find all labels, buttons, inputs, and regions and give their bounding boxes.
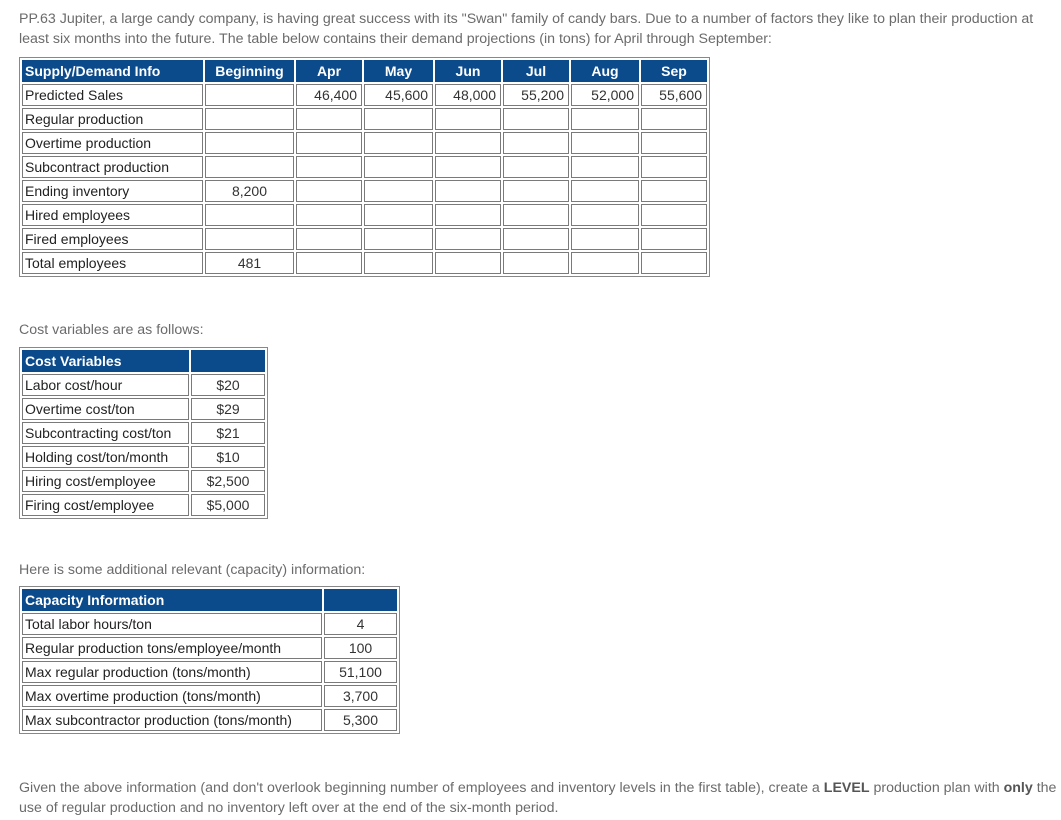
table-cell <box>296 132 362 154</box>
row-label: Total employees <box>22 252 203 274</box>
table-cell <box>435 252 501 274</box>
table-cell <box>503 180 569 202</box>
capacity-header-row <box>22 589 397 611</box>
row-label: Regular production <box>22 108 203 130</box>
cost-header-row <box>22 350 265 372</box>
table-cell <box>364 156 433 178</box>
cost-label: Hiring cost/employee <box>22 470 189 492</box>
table-row <box>22 422 265 444</box>
table-cell <box>641 252 707 274</box>
instructions-paragraph <box>19 778 1059 818</box>
table-cell <box>364 204 433 226</box>
header-jul: Jul <box>503 60 569 82</box>
table-cell <box>571 132 639 154</box>
table-cell <box>571 108 639 130</box>
table-row <box>22 661 397 683</box>
table-cell <box>641 228 707 250</box>
cost-value: $10 <box>191 446 265 468</box>
table-cell <box>641 156 707 178</box>
table-cell: 8,200 <box>205 180 294 202</box>
table-cell <box>435 228 501 250</box>
instructions-bold-only: only <box>1003 780 1033 796</box>
table-cell <box>571 204 639 226</box>
instructions-part-2: production plan with <box>869 780 1004 796</box>
table-row <box>22 180 707 202</box>
cost-value: $2,500 <box>191 470 265 492</box>
table-cell <box>435 108 501 130</box>
capacity-value: 5,300 <box>324 709 397 731</box>
table-row <box>22 156 707 178</box>
table-row <box>22 204 707 226</box>
capacity-value: 3,700 <box>324 685 397 707</box>
table-cell <box>435 132 501 154</box>
table-cell <box>205 204 294 226</box>
table-cell <box>435 204 501 226</box>
table-row <box>22 685 397 707</box>
table-cell <box>435 156 501 178</box>
table-cell <box>503 156 569 178</box>
table-row <box>22 494 265 516</box>
cost-label: Holding cost/ton/month <box>22 446 189 468</box>
table-cell: 52,000 <box>571 84 639 106</box>
supply-demand-table <box>19 57 710 277</box>
table-row <box>22 398 265 420</box>
cost-value: $20 <box>191 374 265 396</box>
table-cell <box>641 108 707 130</box>
table-row <box>22 228 707 250</box>
table-cell <box>571 156 639 178</box>
cost-value: $29 <box>191 398 265 420</box>
table-cell <box>364 180 433 202</box>
header-apr: Apr <box>296 60 362 82</box>
table-cell <box>296 156 362 178</box>
table-cell <box>364 108 433 130</box>
table-row <box>22 709 397 731</box>
table-cell <box>205 156 294 178</box>
table-cell: 46,400 <box>296 84 362 106</box>
header-may: May <box>364 60 433 82</box>
table-cell <box>364 228 433 250</box>
table-cell: 48,000 <box>435 84 501 106</box>
row-label: Predicted Sales <box>22 84 203 106</box>
table-cell <box>571 252 639 274</box>
table-row <box>22 374 265 396</box>
header-cost-variables: Cost Variables <box>22 350 189 372</box>
table-row <box>22 637 397 659</box>
header-sep: Sep <box>641 60 707 82</box>
table-cell <box>571 180 639 202</box>
table-cell <box>503 252 569 274</box>
instructions-part-1: Given the above information (and don't overlook beginning number of employees and inventory levels in the first table), create a <box>19 780 824 796</box>
row-label: Fired employees <box>22 228 203 250</box>
cost-value: $5,000 <box>191 494 265 516</box>
header-beginning: Beginning <box>205 60 294 82</box>
capacity-value: 51,100 <box>324 661 397 683</box>
table-row <box>22 446 265 468</box>
capacity-label: Total labor hours/ton <box>22 613 322 635</box>
table-cell <box>571 228 639 250</box>
row-label: Ending inventory <box>22 180 203 202</box>
table-row <box>22 108 707 130</box>
table-cell <box>364 132 433 154</box>
table-cell <box>641 180 707 202</box>
table-cell <box>503 132 569 154</box>
row-label: Hired employees <box>22 204 203 226</box>
table-cell: 55,200 <box>503 84 569 106</box>
table-row <box>22 132 707 154</box>
cost-intro-text: Cost variables are as follows: <box>19 322 204 338</box>
capacity-value: 4 <box>324 613 397 635</box>
table-cell <box>205 108 294 130</box>
table-cell <box>205 84 294 106</box>
row-label: Subcontract production <box>22 156 203 178</box>
table-cell <box>205 132 294 154</box>
intro-paragraph: PP.63 Jupiter, a large candy company, is having great success with its "Swan" family of candy bars. Due to a number of factors they like to plan their production at least six months into the future. The table below contains their demand projections (in tons) for April through September: <box>19 11 1034 47</box>
cost-label: Labor cost/hour <box>22 374 189 396</box>
table-cell <box>296 228 362 250</box>
cost-variables-table <box>19 347 268 519</box>
table-cell <box>641 132 707 154</box>
table-cell: 55,600 <box>641 84 707 106</box>
table-row <box>22 84 707 106</box>
cost-value: $21 <box>191 422 265 444</box>
table-cell <box>296 180 362 202</box>
instructions-part-3: the use of regular production and no inventory left over at the end of the six-month period. <box>19 780 1057 816</box>
capacity-label: Max subcontractor production (tons/month) <box>22 709 322 731</box>
instructions-bold-level: LEVEL <box>823 780 870 796</box>
supply-demand-header-row <box>22 60 707 82</box>
header-capacity-information: Capacity Information <box>22 589 322 611</box>
table-cell <box>641 204 707 226</box>
row-label: Overtime production <box>22 132 203 154</box>
header-aug: Aug <box>571 60 639 82</box>
cost-label: Overtime cost/ton <box>22 398 189 420</box>
table-cell <box>364 252 433 274</box>
header-supply-demand-info: Supply/Demand Info <box>22 60 203 82</box>
table-row <box>22 252 707 274</box>
table-cell: 45,600 <box>364 84 433 106</box>
capacity-info-table <box>19 586 400 734</box>
capacity-label: Max overtime production (tons/month) <box>22 685 322 707</box>
table-cell <box>296 108 362 130</box>
capacity-label: Max regular production (tons/month) <box>22 661 322 683</box>
table-cell <box>296 204 362 226</box>
table-row <box>22 470 265 492</box>
header-jun: Jun <box>435 60 501 82</box>
table-cell: 481 <box>205 252 294 274</box>
capacity-value: 100 <box>324 637 397 659</box>
header-cost-value <box>191 350 265 372</box>
table-row <box>22 613 397 635</box>
table-cell <box>503 228 569 250</box>
capacity-label: Regular production tons/employee/month <box>22 637 322 659</box>
header-capacity-value <box>324 589 397 611</box>
table-cell <box>503 204 569 226</box>
cost-label: Subcontracting cost/ton <box>22 422 189 444</box>
table-cell <box>503 108 569 130</box>
capacity-intro-text: Here is some additional relevant (capacity) information: <box>19 562 366 578</box>
table-cell <box>205 228 294 250</box>
cost-label: Firing cost/employee <box>22 494 189 516</box>
table-cell <box>435 180 501 202</box>
table-cell <box>296 252 362 274</box>
